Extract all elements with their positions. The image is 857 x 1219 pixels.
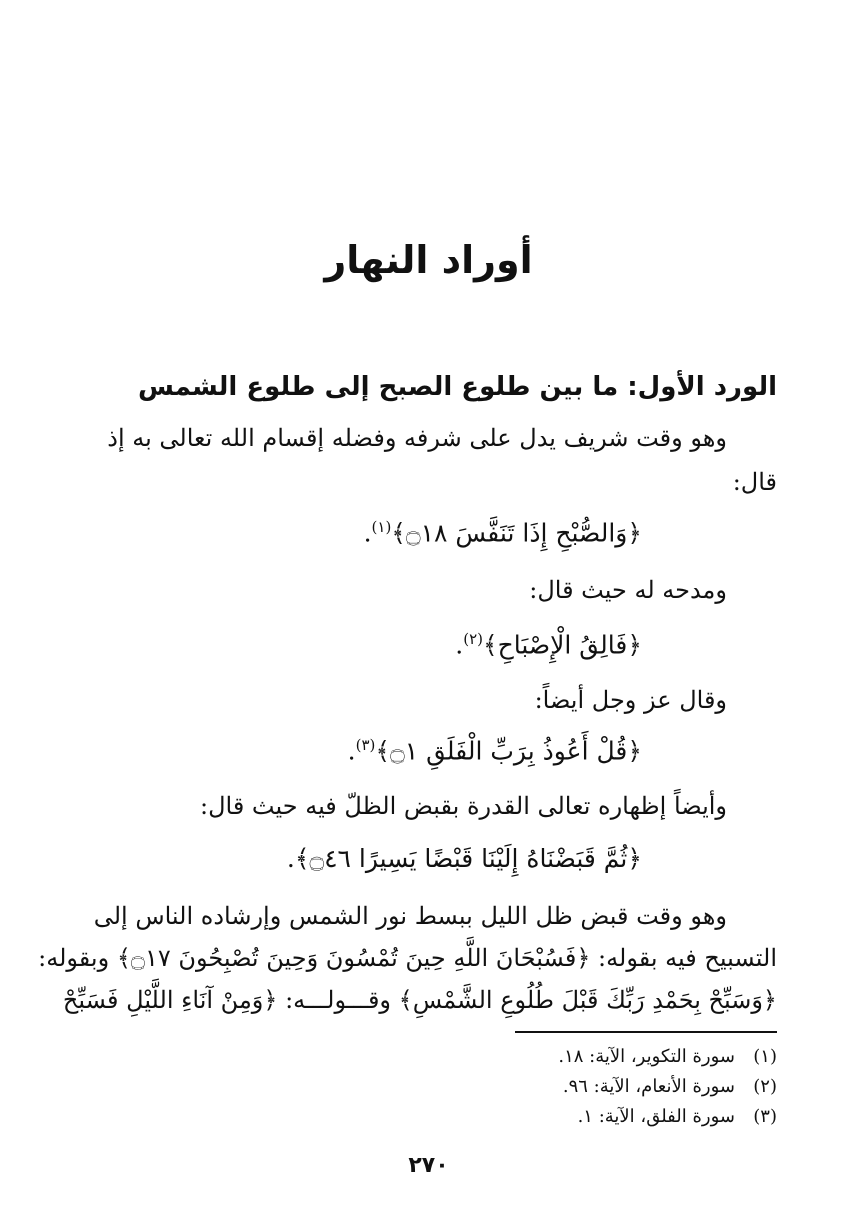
footnote-number: (٣) (753, 1106, 777, 1127)
paragraph-line-3: ﴿وَسَبِّحْ بِحَمْدِ رَبِّكَ قَبْلَ طُلُوعِ الشَّمْسِ﴾ وقـــولـــه: ﴿وَمِنْ آنَاءِ اللَّيْلِ فَسَبِّحْ (62, 986, 777, 1014)
verse-text: ﴿وَالصُّبْحِ إِذَا تَنَفَّسَ ۝١٨﴾ (391, 518, 642, 548)
footnote-ref: (١) (371, 518, 392, 536)
footnote-2 (563, 1076, 777, 1097)
footnote-3 (578, 1106, 777, 1127)
footnote-1 (558, 1046, 777, 1067)
intro-line-1: وهو وقت شريف يدل على شرفه وفضله إقسام الله تعالى به إذ (107, 424, 727, 452)
footnote-divider (515, 1031, 777, 1033)
quran-verse-3: ﴿قُلْ أَعُوذُ بِرَبِّ الْفَلَقِ ۝١﴾$^{(٣)}$. (347, 736, 642, 766)
praise-line: ومدحه له حيث قال: (529, 576, 727, 604)
section-heading: الورد الأول: ما بين طلوع الصبح إلى طلوع الشمس (138, 372, 777, 402)
verse-text: ﴿قُلْ أَعُوذُ بِرَبِّ الْفَلَقِ ۝١﴾ (375, 736, 642, 766)
page-title: أوراد النهار (324, 238, 533, 282)
intro-line-2: قال: (732, 468, 777, 496)
footnote-ref: (٣) (355, 736, 376, 754)
quran-verse-2: ﴿فَالِقُ الْإِصْبَاحِ﴾$^{(٢)}$. (455, 630, 642, 660)
quran-verse-4: ﴿ثُمَّ قَبَضْنَاهُ إِلَيْنَا قَبْضًا يَسِيرًا ۝٤٦﴾. (286, 844, 642, 873)
footnote-ref: (٢) (463, 630, 483, 648)
paragraph-line-2: التسبيح فيه بقوله: ﴿فَسُبْحَانَ اللَّهِ حِينَ تُمْسُونَ وَحِينَ تُصْبِحُونَ ۝١٧﴾ وبقوله: (38, 944, 777, 972)
verse-text: ﴿ثُمَّ قَبَضْنَاهُ إِلَيْنَا قَبْضًا يَسِيرًا ۝٤٦﴾ (294, 844, 642, 873)
paragraph-line-1: وهو وقت قبض ظل الليل ببسط نور الشمس وإرشاده الناس إلى (93, 902, 727, 930)
shadow-line: وأيضاً إظهاره تعالى القدرة بقبض الظلّ فيه حيث قال: (199, 792, 727, 820)
quran-verse-1: ﴿وَالصُّبْحِ إِذَا تَنَفَّسَ ۝١٨﴾$^{(١)}$. (363, 518, 642, 548)
page-number: ٢٧٠ (408, 1153, 449, 1178)
also-line: وقال عز وجل أيضاً: (534, 686, 727, 714)
footnote-number: (١) (753, 1046, 777, 1067)
footnote-text: سورة التكوير، الآية: ١٨. (558, 1046, 735, 1067)
footnote-text: سورة الأنعام، الآية: ٩٦. (562, 1076, 735, 1097)
footnote-text: سورة الفلق، الآية: ١. (577, 1106, 735, 1127)
footnote-number: (٢) (753, 1076, 777, 1097)
verse-text: ﴿فَالِقُ الْإِصْبَاحِ﴾ (482, 630, 642, 660)
